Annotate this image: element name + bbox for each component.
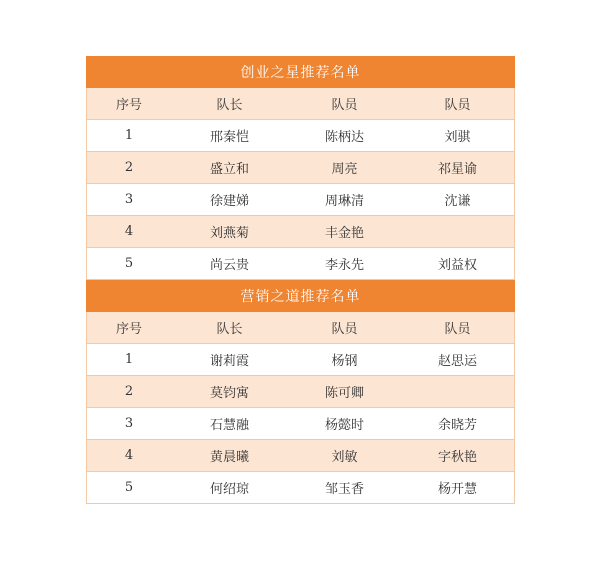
column-header-row xyxy=(86,312,515,344)
table-row xyxy=(86,408,515,440)
row-number: 2 xyxy=(124,384,134,399)
column-header-captain: 队长 xyxy=(216,322,243,337)
table-row xyxy=(86,376,515,408)
table-row xyxy=(86,152,515,184)
member-name xyxy=(401,376,514,407)
member-name xyxy=(401,216,514,247)
member-name: 祁星谕 xyxy=(437,162,477,177)
member-name: 沈谦 xyxy=(444,194,471,209)
column-header-member: 队员 xyxy=(444,98,471,113)
member-name: 赵思运 xyxy=(437,354,477,369)
captain-name: 何绍琼 xyxy=(209,482,249,497)
member-name: 字秋艳 xyxy=(437,450,477,465)
column-header-member: 队员 xyxy=(444,322,471,337)
row-number: 5 xyxy=(124,480,134,495)
member-name: 余晓芳 xyxy=(437,418,477,433)
captain-name: 刘燕菊 xyxy=(209,226,249,241)
column-header-captain: 队长 xyxy=(216,98,243,113)
member-name: 杨钢 xyxy=(331,354,358,369)
row-number: 3 xyxy=(124,192,134,207)
member-name: 杨开慧 xyxy=(437,482,477,497)
captain-name: 徐建娣 xyxy=(209,194,249,209)
table-row xyxy=(86,184,515,216)
table-row xyxy=(86,216,515,248)
member-name: 刘敏 xyxy=(331,450,358,465)
table-row xyxy=(86,248,515,280)
column-header-row xyxy=(86,88,515,120)
table-title-startup: 创业之星推荐名单 xyxy=(86,56,515,88)
table-row xyxy=(86,472,515,504)
member-name: 李永先 xyxy=(324,258,364,273)
captain-name: 黄晨曦 xyxy=(209,450,249,465)
column-header-number: 序号 xyxy=(115,98,142,113)
table-row xyxy=(86,344,515,376)
captain-name: 石慧融 xyxy=(209,418,249,433)
table-row xyxy=(86,120,515,152)
member-name: 刘益权 xyxy=(437,258,477,273)
member-name: 陈柄达 xyxy=(324,130,364,145)
member-name: 周亮 xyxy=(331,162,358,177)
member-name: 周琳清 xyxy=(324,194,364,209)
table-row xyxy=(86,440,515,472)
member-name: 陈可卿 xyxy=(324,386,364,401)
row-number: 1 xyxy=(124,352,134,367)
member-name: 杨懿时 xyxy=(324,418,364,433)
captain-name: 莫钧寓 xyxy=(209,386,249,401)
row-number: 1 xyxy=(124,128,134,143)
roster-sheet xyxy=(86,56,515,504)
captain-name: 尚云贵 xyxy=(209,258,249,273)
captain-name: 邢秦恺 xyxy=(209,130,249,145)
row-number: 4 xyxy=(124,224,134,239)
column-header-member: 队员 xyxy=(331,322,358,337)
row-number: 3 xyxy=(124,416,134,431)
row-number: 5 xyxy=(124,256,134,271)
row-number: 4 xyxy=(124,448,134,463)
captain-name: 盛立和 xyxy=(209,162,249,177)
column-header-number: 序号 xyxy=(115,322,142,337)
member-name: 丰金艳 xyxy=(324,226,364,241)
member-name: 邹玉香 xyxy=(324,482,364,497)
captain-name: 谢莉霞 xyxy=(209,354,249,369)
member-name: 刘骐 xyxy=(444,130,471,145)
row-number: 2 xyxy=(124,160,134,175)
table-title-marketing: 营销之道推荐名单 xyxy=(86,280,515,312)
column-header-member: 队员 xyxy=(331,98,358,113)
